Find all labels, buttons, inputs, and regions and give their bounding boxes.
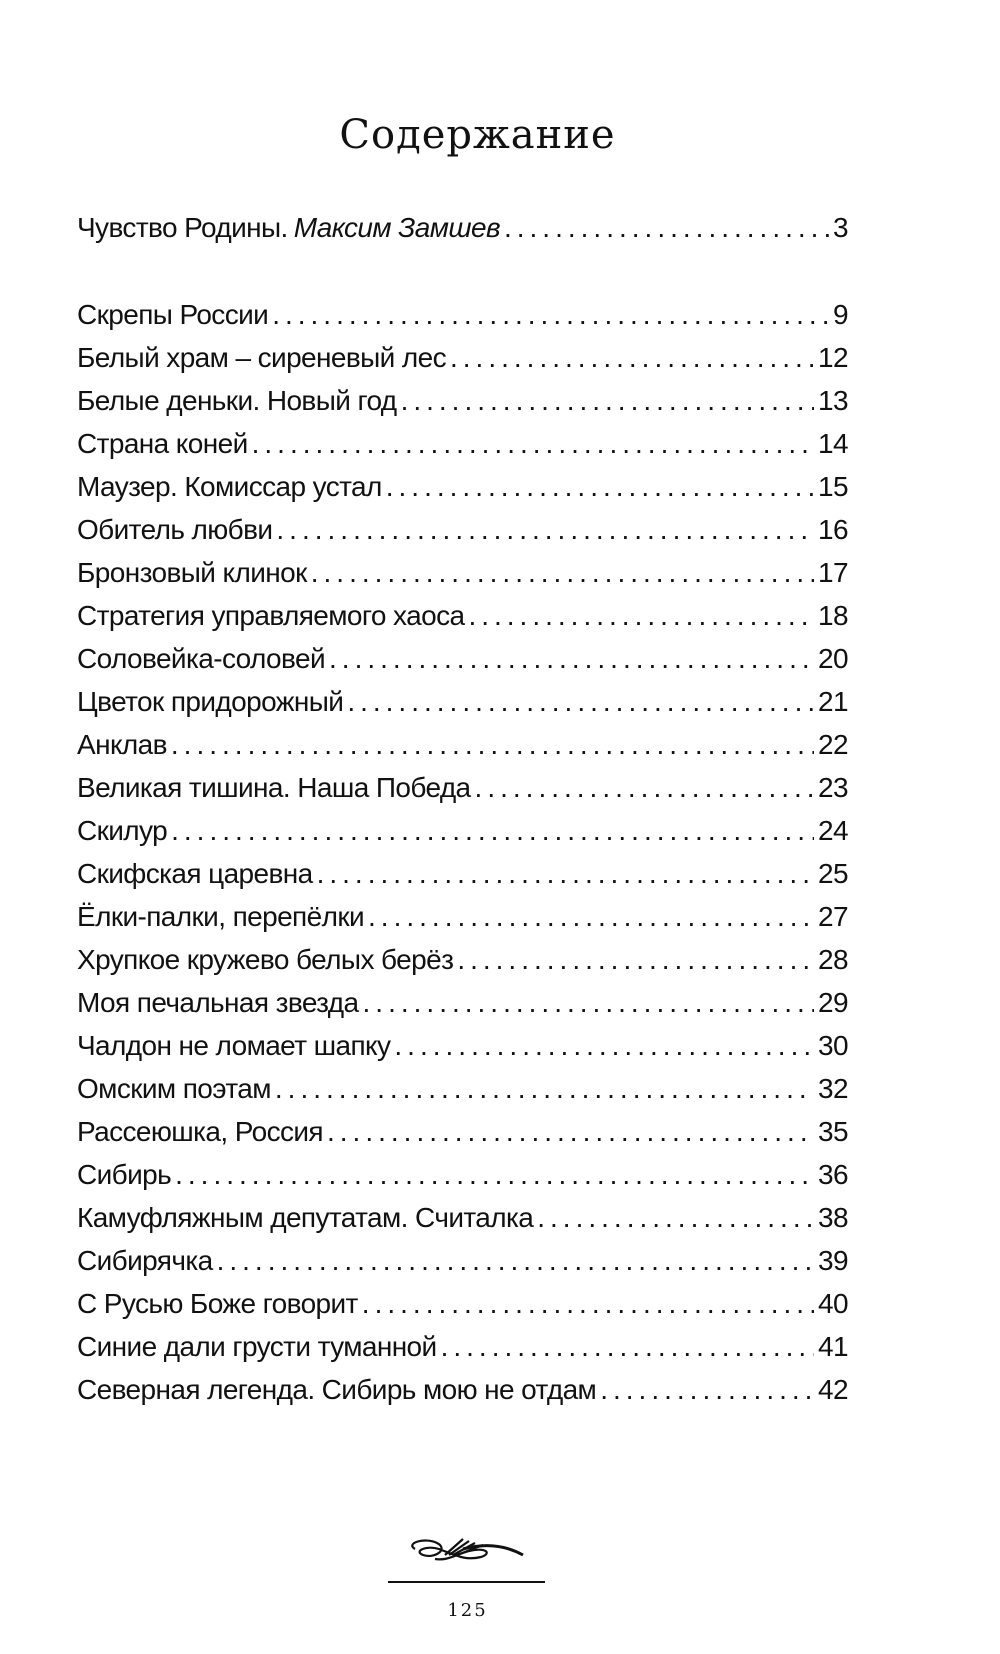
leader-dots bbox=[311, 557, 814, 589]
entry-page: 35 bbox=[818, 1116, 848, 1147]
entry-title: Чалдон не ломает шапку bbox=[77, 1030, 391, 1061]
entry-page: 42 bbox=[818, 1374, 848, 1405]
entry-page: 29 bbox=[818, 987, 848, 1018]
entry-page: 20 bbox=[818, 643, 848, 674]
toc-entry bbox=[77, 514, 848, 557]
entry-title: Чувство Родины. bbox=[77, 212, 288, 243]
entry-page: 32 bbox=[818, 1073, 848, 1104]
entry-page: 16 bbox=[818, 514, 848, 545]
divider-rule bbox=[388, 1581, 545, 1583]
leader-dots bbox=[276, 514, 814, 546]
leader-dots bbox=[347, 686, 814, 718]
entry-title: Цветок придорожный bbox=[77, 686, 344, 717]
entry-page: 23 bbox=[818, 772, 848, 803]
toc-entry bbox=[77, 1245, 848, 1288]
toc-entry bbox=[77, 729, 848, 772]
entry-page: 36 bbox=[818, 1159, 848, 1190]
entry-page: 22 bbox=[818, 729, 848, 760]
entry-page: 38 bbox=[818, 1202, 848, 1233]
toc-entry bbox=[77, 987, 848, 1030]
leader-dots bbox=[252, 428, 814, 460]
leader-dots bbox=[171, 729, 814, 761]
leader-dots bbox=[441, 1331, 814, 1363]
entry-page: 30 bbox=[818, 1030, 848, 1061]
entry-title: Скрепы России bbox=[77, 299, 269, 330]
entry-title: Хрупкое кружево белых берёз bbox=[77, 944, 454, 975]
leader-dots bbox=[457, 944, 814, 976]
entry-title: Северная легенда. Сибирь мою не отдам bbox=[77, 1374, 597, 1405]
leader-dots bbox=[394, 1030, 814, 1062]
entry-title: Омским поэтам bbox=[77, 1073, 271, 1104]
entry-title: Сибирячка bbox=[77, 1245, 213, 1276]
toc-entry bbox=[77, 901, 848, 944]
entry-page: 41 bbox=[818, 1331, 848, 1362]
toc-list bbox=[77, 299, 848, 1417]
entry-page: 3 bbox=[833, 212, 848, 243]
toc-entry bbox=[77, 1116, 848, 1159]
entry-title: Рассеюшка, Россия bbox=[77, 1116, 323, 1147]
leader-dots bbox=[272, 299, 829, 331]
entry-page: 24 bbox=[818, 815, 848, 846]
toc-entry bbox=[77, 1073, 848, 1116]
entry-title: Моя печальная звезда bbox=[77, 987, 359, 1018]
toc-entry bbox=[77, 1374, 848, 1417]
toc-entry bbox=[77, 342, 848, 385]
toc-entry bbox=[77, 428, 848, 471]
leader-dots bbox=[362, 1288, 814, 1320]
entry-title: С Русью Боже говорит bbox=[77, 1288, 358, 1319]
entry-title: Белые деньки. Новый год bbox=[77, 385, 397, 416]
entry-page: 17 bbox=[818, 557, 848, 588]
entry-page: 13 bbox=[818, 385, 848, 416]
leader-dots bbox=[317, 858, 814, 890]
entry-page: 27 bbox=[818, 901, 848, 932]
entry-page: 21 bbox=[818, 686, 848, 717]
entry-page: 39 bbox=[818, 1245, 848, 1276]
leader-dots bbox=[504, 212, 829, 244]
entry-author: Максим Замшев bbox=[293, 212, 500, 243]
leader-dots bbox=[363, 987, 815, 1019]
toc-entry bbox=[77, 385, 848, 428]
entry-title: Камуфляжным депутатам. Считалка bbox=[77, 1202, 534, 1233]
toc-entry bbox=[77, 1288, 848, 1331]
toc-entry bbox=[77, 1331, 848, 1374]
toc-entry bbox=[77, 1030, 848, 1073]
toc-entry bbox=[77, 299, 848, 342]
entry-title: Бронзовый клинок bbox=[77, 557, 307, 588]
toc-entry bbox=[77, 471, 848, 514]
leader-dots bbox=[175, 1159, 814, 1191]
entry-page: 15 bbox=[818, 471, 848, 502]
leader-dots bbox=[327, 1116, 814, 1148]
entry-title: Скифская царевна bbox=[77, 858, 313, 889]
entry-title: Стратегия управляемого хаоса bbox=[77, 600, 465, 631]
toc-entry bbox=[77, 815, 848, 858]
entry-title: Страна коней bbox=[77, 428, 248, 459]
entry-page: 25 bbox=[818, 858, 848, 889]
leader-dots bbox=[537, 1202, 814, 1234]
toc-entry bbox=[77, 686, 848, 729]
entry-page: 18 bbox=[818, 600, 848, 631]
leader-dots bbox=[171, 815, 814, 847]
leader-dots bbox=[600, 1374, 814, 1406]
entry-title: Великая тишина. Наша Победа bbox=[77, 772, 471, 803]
entry-title: Синие дали грусти туманной bbox=[77, 1331, 437, 1362]
entry-title: Ёлки-палки, перепёлки bbox=[77, 901, 365, 932]
toc-entry bbox=[77, 557, 848, 600]
toc-entry bbox=[77, 643, 848, 686]
toc-entry bbox=[77, 772, 848, 815]
toc-intro bbox=[77, 212, 848, 255]
entry-title: Скилур bbox=[77, 815, 168, 846]
leader-dots bbox=[275, 1073, 814, 1105]
leader-dots bbox=[386, 471, 814, 503]
leader-dots bbox=[450, 342, 814, 374]
toc-entry bbox=[77, 944, 848, 987]
toc-entry bbox=[77, 212, 848, 255]
entry-title: Белый храм – сиреневый лес bbox=[77, 342, 446, 373]
toc-entry bbox=[77, 600, 848, 643]
page-title: Содержание bbox=[339, 112, 616, 158]
page-number: 125 bbox=[447, 1600, 488, 1621]
leader-dots bbox=[401, 385, 814, 417]
leader-dots bbox=[329, 643, 814, 675]
leader-dots bbox=[368, 901, 814, 933]
leader-dots bbox=[217, 1245, 814, 1277]
toc-entry bbox=[77, 1159, 848, 1202]
entry-title: Анклав bbox=[77, 729, 167, 760]
toc-entry bbox=[77, 1202, 848, 1245]
entry-page: 40 bbox=[818, 1288, 848, 1319]
entry-title: Маузер. Комиссар устал bbox=[77, 471, 382, 502]
entry-page: 14 bbox=[818, 428, 848, 459]
entry-page: 28 bbox=[818, 944, 848, 975]
ornament-flourish-icon bbox=[405, 1535, 525, 1571]
entry-title: Обитель любви bbox=[77, 514, 273, 545]
leader-dots bbox=[475, 772, 815, 804]
entry-page: 12 bbox=[818, 342, 848, 373]
leader-dots bbox=[468, 600, 814, 632]
entry-page: 9 bbox=[833, 299, 848, 330]
entry-title: Соловейка-соловей bbox=[77, 643, 326, 674]
entry-title: Сибирь bbox=[77, 1159, 172, 1190]
toc-entry bbox=[77, 858, 848, 901]
